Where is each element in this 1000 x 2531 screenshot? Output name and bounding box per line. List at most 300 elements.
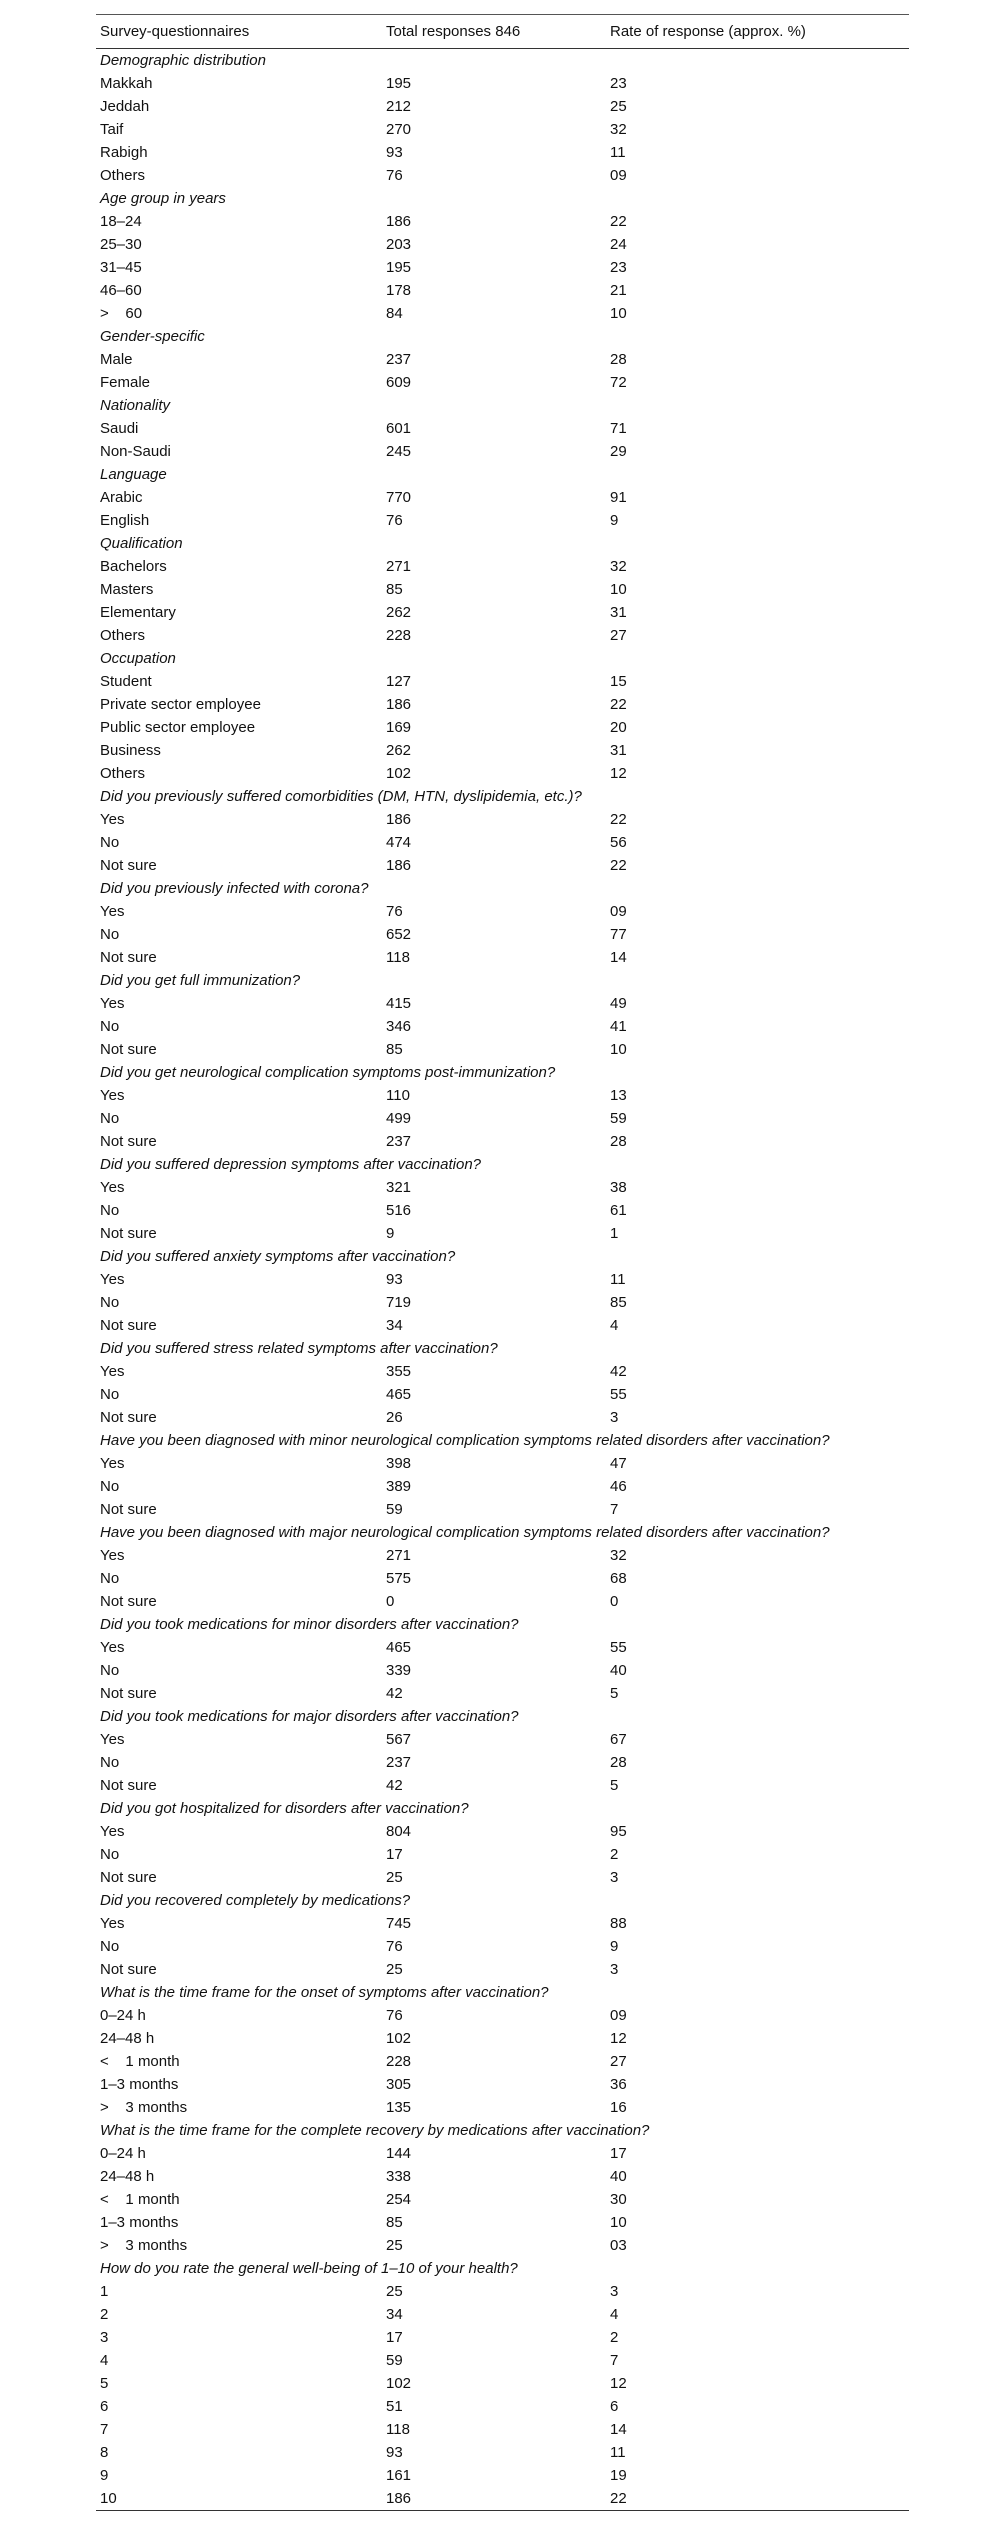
row-total: 804 <box>386 1823 412 1840</box>
row-label: 6 <box>100 2398 109 2415</box>
row-rate: 42 <box>610 1363 627 1380</box>
row-label: No <box>100 1294 120 1311</box>
row-label: 0–24 h <box>100 2007 146 2024</box>
header-questionnaires: Survey-questionnaires <box>100 23 250 40</box>
row-label: 1–3 months <box>100 2214 179 2231</box>
table-row <box>96 1590 909 1613</box>
row-label: > 3 months <box>100 2237 188 2254</box>
row-rate: 55 <box>610 1639 627 1656</box>
table-row <box>96 923 909 946</box>
row-total: 271 <box>386 1547 412 1564</box>
row-label: English <box>100 512 150 529</box>
row-label: No <box>100 834 120 851</box>
row-total: 271 <box>386 558 412 575</box>
section-heading: Did you get neurological complication symptoms post-immunization? <box>100 1064 556 1081</box>
table-row <box>96 1866 909 1889</box>
row-rate: 71 <box>610 420 627 437</box>
table-row <box>96 1291 909 1314</box>
row-total: 499 <box>386 1110 412 1127</box>
row-total: 567 <box>386 1731 412 1748</box>
row-total: 59 <box>386 2352 403 2369</box>
table-row <box>96 992 909 1015</box>
row-total: 102 <box>386 2375 412 2392</box>
row-total: 76 <box>386 903 403 920</box>
table-row <box>96 72 909 95</box>
row-total: 321 <box>386 1179 412 1196</box>
section-heading-row <box>96 2257 909 2280</box>
row-total: 186 <box>386 2490 412 2507</box>
section-heading-row <box>96 969 909 992</box>
table-row <box>96 1452 909 1475</box>
row-label: 5 <box>100 2375 109 2392</box>
row-label: Female <box>100 374 151 391</box>
row-rate: 22 <box>610 696 627 713</box>
row-rate: 67 <box>610 1731 627 1748</box>
section-heading: What is the time frame for the onset of symptoms after vaccination? <box>100 1984 549 2001</box>
row-total: 237 <box>386 351 412 368</box>
row-label: Elementary <box>100 604 176 621</box>
row-rate: 41 <box>610 1018 627 1035</box>
row-total: 465 <box>386 1386 412 1403</box>
row-rate: 11 <box>610 144 626 161</box>
row-label: No <box>100 1478 120 1495</box>
row-total: 0 <box>386 1593 395 1610</box>
table-row <box>96 2004 909 2027</box>
row-label: Not sure <box>100 1593 157 1610</box>
row-total: 339 <box>386 1662 412 1679</box>
row-total: 652 <box>386 926 412 943</box>
row-rate: 61 <box>610 1202 627 1219</box>
row-label: Jeddah <box>100 98 150 115</box>
table-row <box>96 1268 909 1291</box>
row-label: No <box>100 1018 120 1035</box>
table-row <box>96 1406 909 1429</box>
row-rate: 22 <box>610 811 627 828</box>
row-rate: 7 <box>610 2352 619 2369</box>
section-heading-row <box>96 1889 909 1912</box>
row-rate: 0 <box>610 1593 619 1610</box>
row-label: > 3 months <box>100 2099 188 2116</box>
table-row <box>96 1015 909 1038</box>
row-total: 25 <box>386 2283 403 2300</box>
row-rate: 2 <box>610 2329 619 2346</box>
row-rate: 95 <box>610 1823 627 1840</box>
table-row <box>96 1314 909 1337</box>
row-total: 118 <box>386 949 410 966</box>
row-rate: 21 <box>610 282 627 299</box>
table-row <box>96 1084 909 1107</box>
section-heading-row <box>96 1981 909 2004</box>
row-rate: 09 <box>610 2007 627 2024</box>
row-rate: 40 <box>610 2168 627 2185</box>
row-rate: 3 <box>610 1409 619 1426</box>
row-rate: 22 <box>610 857 627 874</box>
row-total: 186 <box>386 213 412 230</box>
row-total: 186 <box>386 857 412 874</box>
row-rate: 32 <box>610 1547 627 1564</box>
row-label: Not sure <box>100 1133 157 1150</box>
row-total: 203 <box>386 236 412 253</box>
row-label: Rabigh <box>100 144 148 161</box>
table-row <box>96 555 909 578</box>
row-rate: 72 <box>610 374 627 391</box>
section-heading: Nationality <box>100 397 171 414</box>
row-rate: 14 <box>610 949 627 966</box>
table-row <box>96 831 909 854</box>
table-row <box>96 2142 909 2165</box>
row-rate: 11 <box>610 1271 626 1288</box>
section-heading-row <box>96 1705 909 1728</box>
row-total: 398 <box>386 1455 412 1472</box>
table-row <box>96 716 909 739</box>
row-label: Yes <box>100 811 125 828</box>
section-heading-row <box>96 877 909 900</box>
table-row <box>96 1544 909 1567</box>
section-heading: Did you took medications for major disorders after vaccination? <box>100 1708 519 1725</box>
row-total: 254 <box>386 2191 412 2208</box>
row-label: Student <box>100 673 152 690</box>
section-heading-row <box>96 785 909 808</box>
row-total: 415 <box>386 995 412 1012</box>
row-rate: 25 <box>610 98 627 115</box>
row-total: 9 <box>386 1225 395 1242</box>
row-total: 102 <box>386 2030 412 2047</box>
table-row <box>96 601 909 624</box>
row-total: 465 <box>386 1639 412 1656</box>
row-rate: 22 <box>610 213 627 230</box>
table-row <box>96 486 909 509</box>
row-total: 76 <box>386 2007 403 2024</box>
section-heading-row <box>96 647 909 670</box>
row-total: 76 <box>386 1938 403 1955</box>
section-heading-row <box>96 1337 909 1360</box>
row-total: 76 <box>386 512 403 529</box>
row-rate: 49 <box>610 995 627 1012</box>
row-label: 24–48 h <box>100 2030 155 2047</box>
row-label: No <box>100 1754 120 1771</box>
table-row <box>96 2372 909 2395</box>
row-label: Yes <box>100 903 125 920</box>
row-label: Not sure <box>100 1777 157 1794</box>
section-heading-row <box>96 325 909 348</box>
row-rate: 88 <box>610 1915 627 1932</box>
row-label: Yes <box>100 1363 125 1380</box>
row-label: No <box>100 1938 120 1955</box>
row-rate: 6 <box>610 2398 619 2415</box>
section-heading: Have you been diagnosed with minor neurological complication symptoms related disorders after vaccination? <box>100 1432 830 1449</box>
row-total: 17 <box>386 2329 403 2346</box>
row-label: 7 <box>100 2421 109 2438</box>
row-total: 144 <box>386 2145 412 2162</box>
row-total: 270 <box>386 121 412 138</box>
row-total: 84 <box>386 305 403 322</box>
row-rate: 31 <box>610 742 627 759</box>
row-label: 24–48 h <box>100 2168 155 2185</box>
row-label: Yes <box>100 1639 125 1656</box>
row-label: 2 <box>100 2306 109 2323</box>
table-row <box>96 141 909 164</box>
row-rate: 40 <box>610 1662 627 1679</box>
row-total: 93 <box>386 2444 403 2461</box>
row-label: 46–60 <box>100 282 142 299</box>
row-total: 195 <box>386 259 412 276</box>
row-label: 3 <box>100 2329 109 2346</box>
row-rate: 19 <box>610 2467 627 2484</box>
row-label: Yes <box>100 1547 125 1564</box>
row-rate: 28 <box>610 351 627 368</box>
row-label: Bachelors <box>100 558 167 575</box>
row-rate: 3 <box>610 1869 619 1886</box>
table-row <box>96 900 909 923</box>
row-label: Arabic <box>100 489 143 506</box>
row-label: Business <box>100 742 161 759</box>
row-rate: 03 <box>610 2237 627 2254</box>
row-rate: 2 <box>610 1846 619 1863</box>
row-label: No <box>100 1570 120 1587</box>
section-heading: Did you previously suffered comorbidities (DM, HTN, dyslipidemia, etc.)? <box>100 788 582 805</box>
row-total: 212 <box>386 98 412 115</box>
row-label: Makkah <box>100 75 153 92</box>
row-rate: 20 <box>610 719 627 736</box>
table-row <box>96 1475 909 1498</box>
section-heading-row <box>96 1245 909 1268</box>
table-row <box>96 1682 909 1705</box>
row-rate: 32 <box>610 121 627 138</box>
table-body <box>96 49 909 2511</box>
row-total: 42 <box>386 1685 403 1702</box>
row-rate: 12 <box>610 2030 627 2047</box>
row-rate: 5 <box>610 1777 619 1794</box>
table-row <box>96 1360 909 1383</box>
table-row <box>96 2441 909 2464</box>
table-row <box>96 2096 909 2119</box>
section-heading-row <box>96 1613 909 1636</box>
row-total: 42 <box>386 1777 403 1794</box>
row-total: 186 <box>386 811 412 828</box>
row-total: 338 <box>386 2168 412 2185</box>
table-row <box>96 2326 909 2349</box>
row-rate: 91 <box>610 489 627 506</box>
row-rate: 9 <box>610 512 619 529</box>
row-total: 474 <box>386 834 412 851</box>
table-row <box>96 1176 909 1199</box>
table-row <box>96 2303 909 2326</box>
row-total: 516 <box>386 1202 412 1219</box>
row-total: 601 <box>386 420 412 437</box>
table-row <box>96 164 909 187</box>
row-total: 237 <box>386 1754 412 1771</box>
row-total: 770 <box>386 489 412 506</box>
row-total: 26 <box>386 1409 403 1426</box>
row-total: 25 <box>386 2237 403 2254</box>
row-rate: 36 <box>610 2076 627 2093</box>
section-heading-row <box>96 394 909 417</box>
row-label: Not sure <box>100 1225 157 1242</box>
row-rate: 09 <box>610 903 627 920</box>
row-rate: 10 <box>610 1041 627 1058</box>
table-row <box>96 946 909 969</box>
row-rate: 56 <box>610 834 627 851</box>
table-row <box>96 348 909 371</box>
row-rate: 28 <box>610 1133 627 1150</box>
section-heading: Did you got hospitalized for disorders after vaccination? <box>100 1800 469 1817</box>
table-row <box>96 1728 909 1751</box>
row-total: 135 <box>386 2099 412 2116</box>
row-label: No <box>100 1846 120 1863</box>
row-rate: 10 <box>610 581 627 598</box>
row-rate: 3 <box>610 1961 619 1978</box>
table-row <box>96 256 909 279</box>
row-total: 34 <box>386 1317 403 1334</box>
table-row <box>96 670 909 693</box>
row-label: Taif <box>100 121 124 138</box>
section-heading-row <box>96 1797 909 1820</box>
row-total: 228 <box>386 627 412 644</box>
row-label: Yes <box>100 1087 125 1104</box>
table-row <box>96 118 909 141</box>
row-rate: 10 <box>610 305 627 322</box>
table-row <box>96 371 909 394</box>
row-rate: 27 <box>610 627 627 644</box>
table-row <box>96 1038 909 1061</box>
row-total: 161 <box>386 2467 412 2484</box>
row-total: 93 <box>386 1271 403 1288</box>
section-heading-row <box>96 463 909 486</box>
table-row <box>96 279 909 302</box>
section-heading: Did you previously infected with corona? <box>100 880 369 897</box>
row-label: Private sector employee <box>100 696 261 713</box>
section-heading-row <box>96 1153 909 1176</box>
row-label: Masters <box>100 581 154 598</box>
row-total: 85 <box>386 581 403 598</box>
table-row <box>96 1958 909 1981</box>
row-label: 10 <box>100 2490 117 2507</box>
table-row <box>96 302 909 325</box>
table-row <box>96 578 909 601</box>
row-rate: 38 <box>610 1179 627 1196</box>
table-row <box>96 2188 909 2211</box>
header-response-rate: Rate of response (approx. %) <box>610 23 806 40</box>
row-label: Not sure <box>100 1961 157 1978</box>
row-total: 575 <box>386 1570 412 1587</box>
row-total: 346 <box>386 1018 412 1035</box>
row-rate: 31 <box>610 604 627 621</box>
row-total: 76 <box>386 167 403 184</box>
section-heading: Age group in years <box>100 190 226 207</box>
row-label: No <box>100 1110 120 1127</box>
row-total: 355 <box>386 1363 412 1380</box>
row-label: Not sure <box>100 1501 157 1518</box>
section-heading: What is the time frame for the complete recovery by medications after vaccination? <box>100 2122 650 2139</box>
table-row <box>96 693 909 716</box>
row-label: 9 <box>100 2467 109 2484</box>
table-row <box>96 1199 909 1222</box>
row-rate: 77 <box>610 926 627 943</box>
row-label: > 60 <box>100 305 143 322</box>
table-row <box>96 2418 909 2441</box>
row-rate: 12 <box>610 765 627 782</box>
row-rate: 12 <box>610 2375 627 2392</box>
table-row <box>96 1498 909 1521</box>
row-rate: 14 <box>610 2421 627 2438</box>
table-row <box>96 2349 909 2372</box>
row-rate: 5 <box>610 1685 619 1702</box>
row-total: 186 <box>386 696 412 713</box>
table-row <box>96 440 909 463</box>
row-label: No <box>100 1662 120 1679</box>
table-row <box>96 2280 909 2303</box>
row-total: 25 <box>386 1961 403 1978</box>
table-row <box>96 1383 909 1406</box>
table-row <box>96 1222 909 1245</box>
row-rate: 28 <box>610 1754 627 1771</box>
row-rate: 30 <box>610 2191 627 2208</box>
row-total: 118 <box>386 2421 410 2438</box>
row-rate: 15 <box>610 673 627 690</box>
row-rate: 3 <box>610 2283 619 2300</box>
section-heading-row <box>96 1429 909 1452</box>
table-row <box>96 854 909 877</box>
table-row <box>96 2464 909 2487</box>
row-total: 34 <box>386 2306 403 2323</box>
row-total: 25 <box>386 1869 403 1886</box>
section-heading-row <box>96 1061 909 1084</box>
row-label: No <box>100 1386 120 1403</box>
row-label: Others <box>100 765 146 782</box>
row-rate: 4 <box>610 1317 619 1334</box>
row-total: 262 <box>386 742 412 759</box>
row-label: Non-Saudi <box>100 443 171 460</box>
table-row <box>96 509 909 532</box>
row-rate: 11 <box>610 2444 626 2461</box>
row-label: Not sure <box>100 857 157 874</box>
row-label: < 1 month <box>100 2053 180 2070</box>
row-label: Saudi <box>100 420 139 437</box>
row-label: 31–45 <box>100 259 142 276</box>
table-row <box>96 2165 909 2188</box>
row-label: Not sure <box>100 1317 157 1334</box>
row-rate: 09 <box>610 167 627 184</box>
row-label: Yes <box>100 1271 125 1288</box>
table-row <box>96 1820 909 1843</box>
table-row <box>96 233 909 256</box>
table-row <box>96 1567 909 1590</box>
row-total: 93 <box>386 144 403 161</box>
row-total: 719 <box>386 1294 412 1311</box>
row-total: 245 <box>386 443 412 460</box>
section-heading: Language <box>100 466 167 483</box>
row-rate: 46 <box>610 1478 627 1495</box>
row-label: 8 <box>100 2444 109 2461</box>
row-total: 178 <box>386 282 412 299</box>
row-label: 4 <box>100 2352 109 2369</box>
row-rate: 55 <box>610 1386 627 1403</box>
row-rate: 17 <box>610 2145 627 2162</box>
table-row <box>96 2211 909 2234</box>
table-header <box>96 14 909 49</box>
table-row <box>96 1751 909 1774</box>
row-label: 1–3 months <box>100 2076 179 2093</box>
table-row <box>96 95 909 118</box>
section-heading-row <box>96 532 909 555</box>
row-label: Not sure <box>100 1685 157 1702</box>
section-heading: Qualification <box>100 535 183 552</box>
row-label: Not sure <box>100 1869 157 1886</box>
table-row <box>96 2487 909 2510</box>
table-row <box>96 2050 909 2073</box>
row-label: Male <box>100 351 133 368</box>
row-label: Others <box>100 167 146 184</box>
